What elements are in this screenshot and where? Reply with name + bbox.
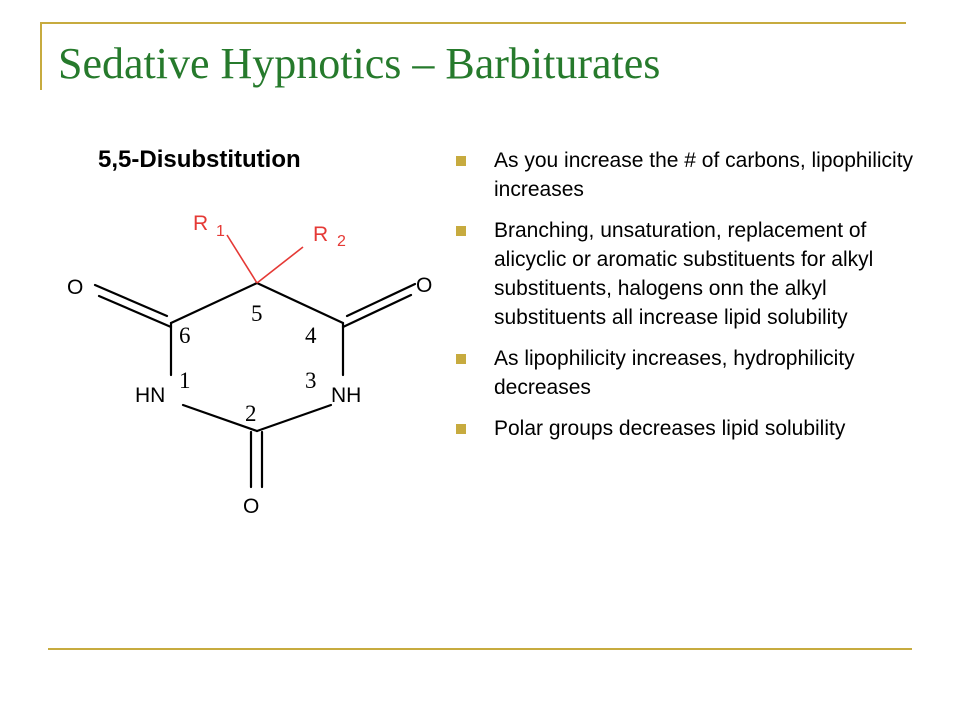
position-5-label: 5 xyxy=(251,301,263,326)
position-1-label: 1 xyxy=(179,368,191,393)
bullet-text: As you increase the # of carbons, lipophilicity increases xyxy=(494,149,914,201)
bond-c5-r1 xyxy=(227,235,257,283)
position-3-label: 3 xyxy=(305,368,317,393)
bullet-list xyxy=(456,146,942,455)
barbiturate-structure xyxy=(55,195,433,525)
left-accent-line xyxy=(40,22,42,90)
bullet-text: Polar groups decreases lipid solubility xyxy=(494,417,846,440)
nitrogen-left-label: HN xyxy=(135,384,166,407)
square-bullet-icon xyxy=(456,226,466,236)
bullet-item xyxy=(456,414,942,443)
slide-title: Sedative Hypnotics – Barbiturates xyxy=(58,39,661,88)
double-bond-c6-o-a xyxy=(95,285,167,316)
bond-c5-c4 xyxy=(257,283,343,323)
bottom-accent-line xyxy=(48,648,912,650)
r2-subscript: 2 xyxy=(337,233,346,250)
top-accent-line xyxy=(40,22,906,24)
bond-c5-r2 xyxy=(257,247,303,283)
r1-subscript: 1 xyxy=(216,223,225,240)
double-bond-c6-o-b xyxy=(99,296,171,327)
bond-c5-c6 xyxy=(171,283,257,323)
square-bullet-icon xyxy=(456,354,466,364)
bond-n3-c2 xyxy=(257,405,331,431)
bullet-text: Branching, unsaturation, replacement of alicyclic or aromatic substituents for alkyl substituents, halogens onn the alkyl substituents all increase lipid solubility xyxy=(494,219,874,329)
position-4-label: 4 xyxy=(305,323,317,348)
structure-caption: 5,5-Disubstitution xyxy=(98,146,301,173)
bullet-item xyxy=(456,216,942,332)
oxygen-bottom-label: O xyxy=(243,495,260,518)
bullet-item xyxy=(456,146,942,204)
position-2-label: 2 xyxy=(245,401,257,426)
square-bullet-icon xyxy=(456,156,466,166)
r2-label: R xyxy=(313,223,329,246)
bullet-item xyxy=(456,344,942,402)
double-bond-c4-o-a xyxy=(347,284,415,316)
position-6-label: 6 xyxy=(179,323,191,348)
double-bond-c4-o-b xyxy=(343,295,411,327)
oxygen-right-label: O xyxy=(416,274,433,297)
square-bullet-icon xyxy=(456,424,466,434)
oxygen-left-label: O xyxy=(67,276,84,299)
r1-label: R xyxy=(193,212,209,235)
nitrogen-right-label: NH xyxy=(331,384,362,407)
bullet-text: As lipophilicity increases, hydrophilicity decreases xyxy=(494,347,855,399)
